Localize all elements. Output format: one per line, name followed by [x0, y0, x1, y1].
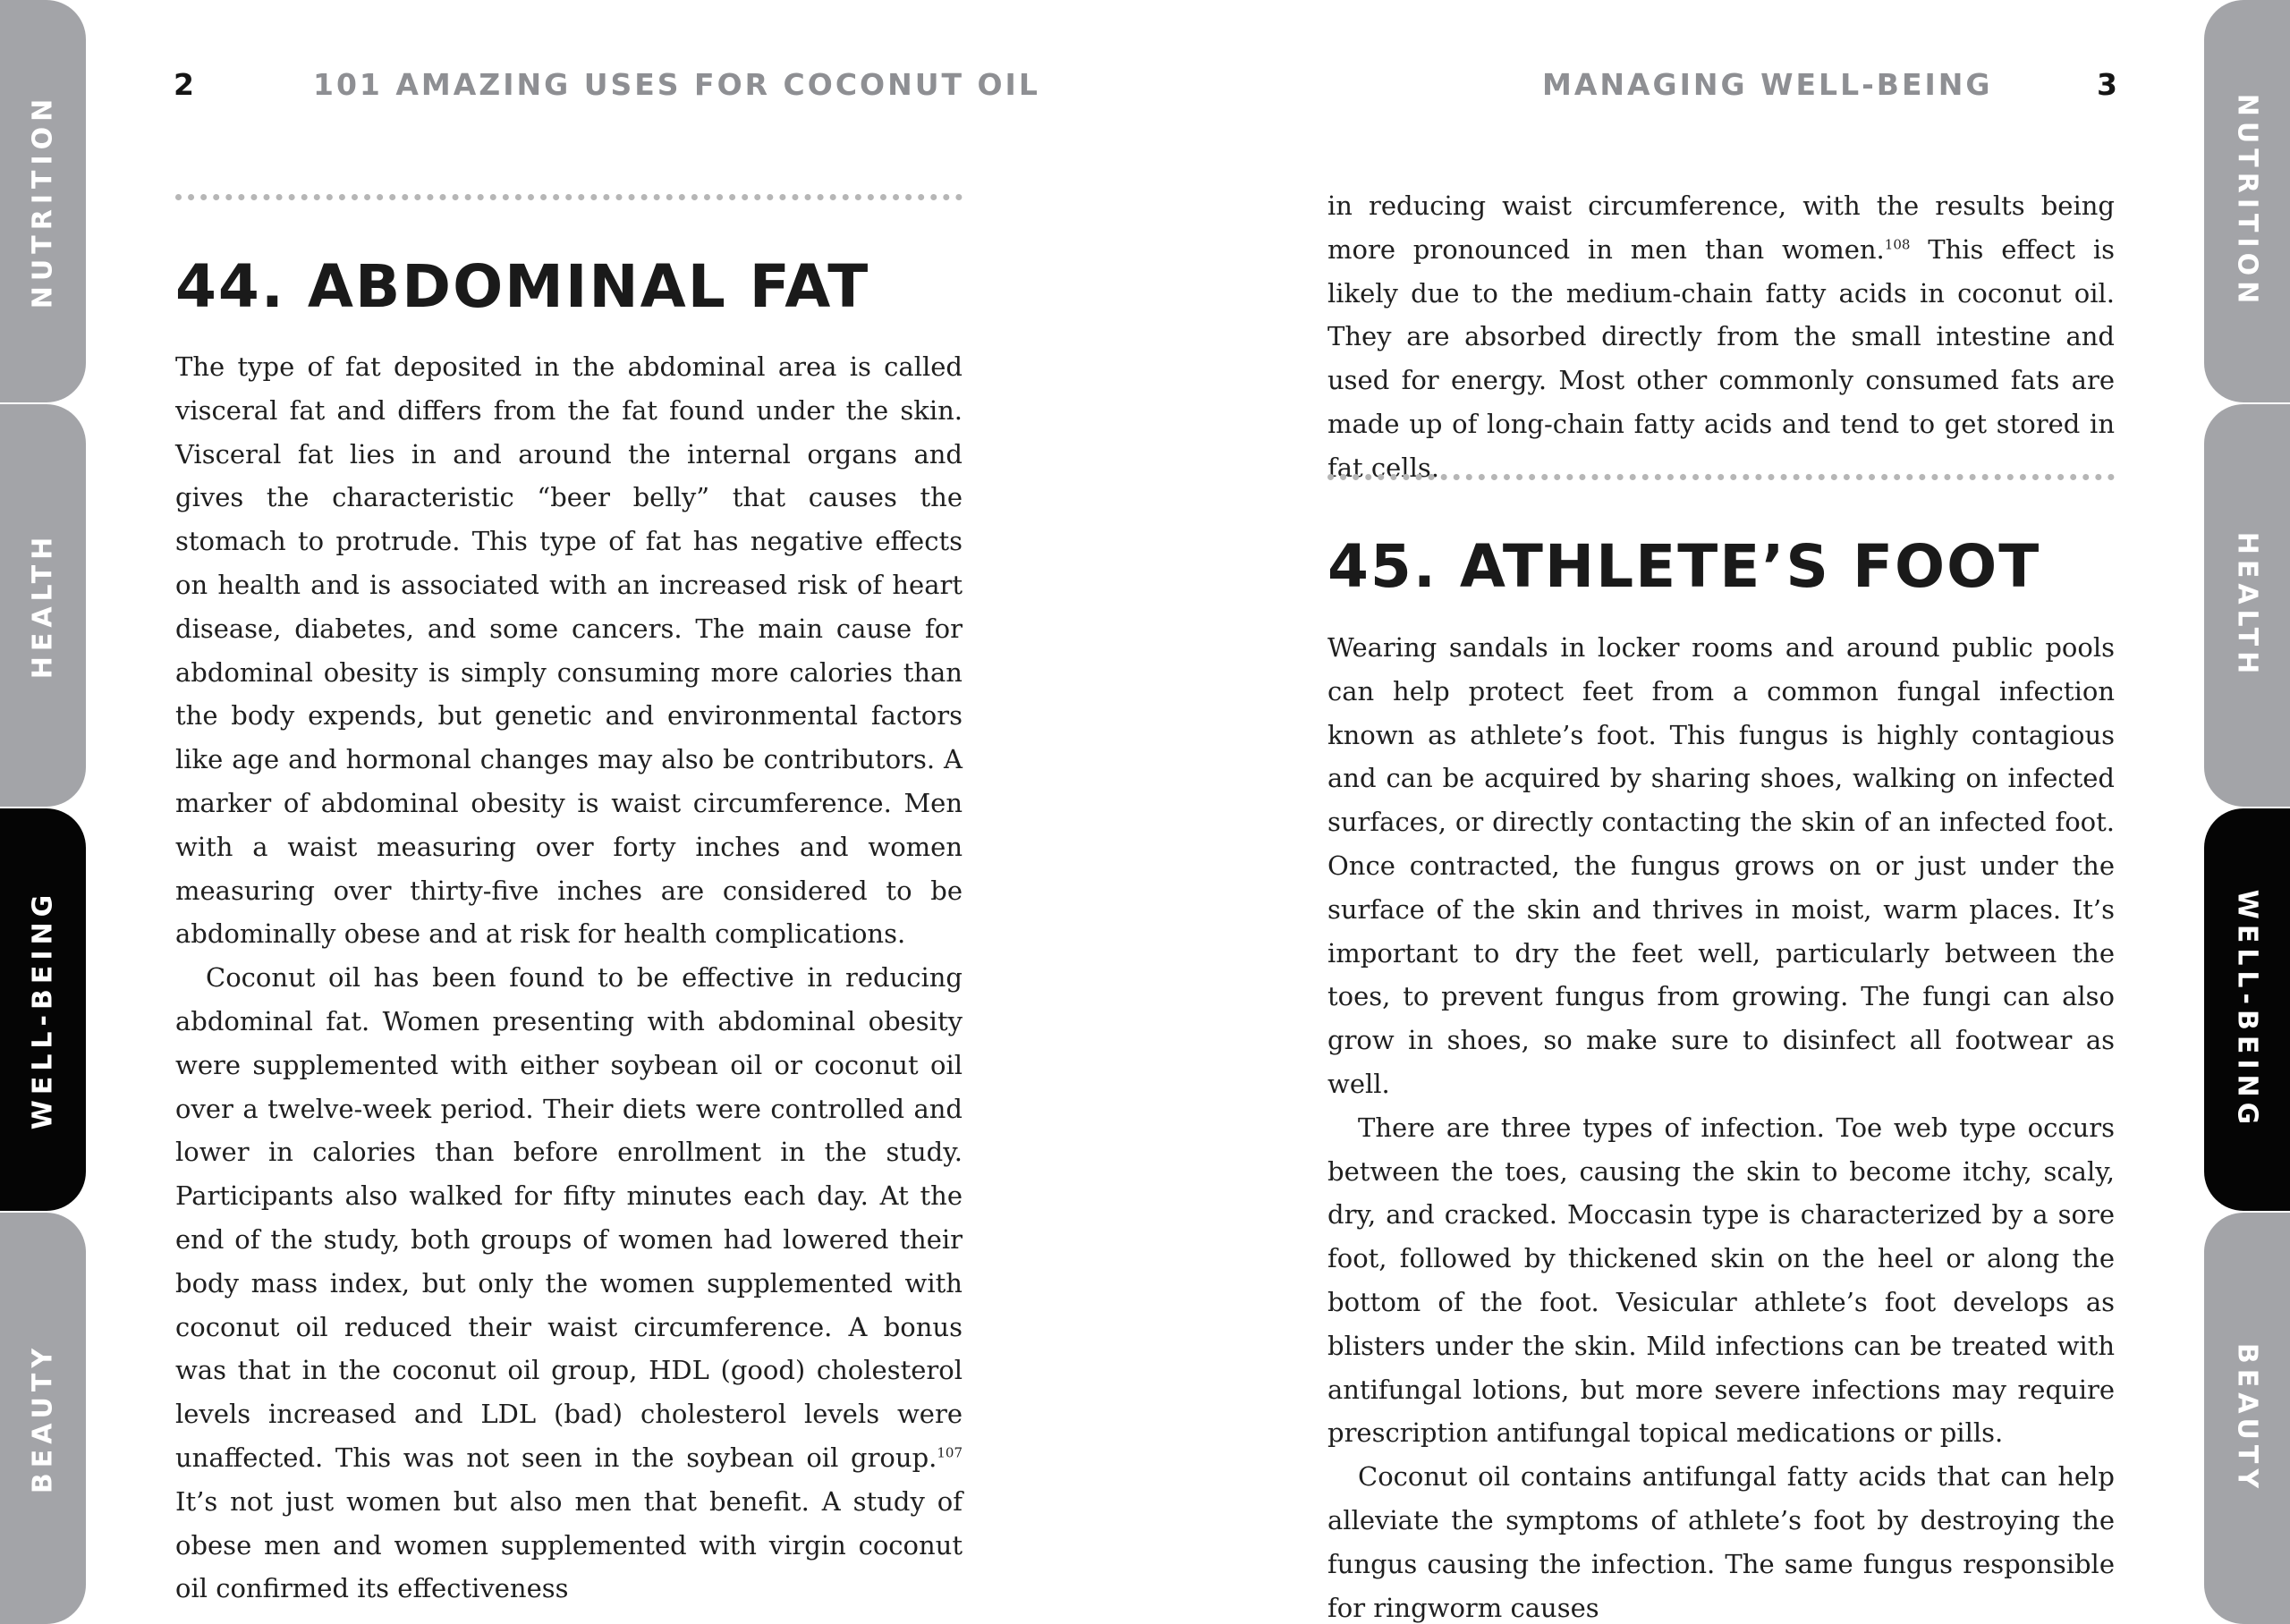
tab-nutrition-label: NUTRITION: [27, 93, 59, 309]
right-body-text: [1327, 626, 2115, 1624]
left-body-text: [175, 345, 963, 1611]
continued-text: in reducing waist circumference, with the results being more pronounced in men than women.: [1327, 190, 2115, 265]
athletes-foot-paragraph-2: There are three types of infection. Toe web type occurs between the toes, causing the skin to become itchy, scaly, dry, and cracked. Moccasin type is characterized by a sore foot, followed by thickened skin on the heel or along the bottom of the foot. Vesicular athlete’s foot develops as blisters under the skin. Mild infections can be treated with antifungal lotions, but more severe infections may require prescription antifungal topical medications or pills.: [1327, 1112, 2115, 1449]
tab-well-being-label: WELL-BEING: [27, 889, 59, 1130]
tab-beauty-label: BEAUTY: [2231, 1342, 2263, 1494]
paragraph-2-text-cont: It’s not just women but also men that benefit. A study of obese men and women supplemented with virgin coconut oil confirmed its effectiveness: [175, 1485, 963, 1604]
left-section-tabs: [0, 0, 86, 1624]
tab-well-being[interactable]: [0, 808, 86, 1211]
tab-beauty[interactable]: [0, 1213, 86, 1624]
athletes-foot-paragraph-1: Wearing sandals in locker rooms and around public pools can help protect feet from a common fungal infection known as athlete’s foot. This fungus is highly contagious and can be acquired by sharing shoes, walking on infected surfaces, or directly contacting the skin of an infected foot. Once contracted, the fungus grows on or just under the surface of the skin and thrives in moist, warm places. It’s important to dry the feet well, particularly between the toes, to prevent fungus from growing. The fungi can also grow in shoes, so make sure to disinfect all footwear as well.: [1327, 632, 2115, 1099]
tab-health-label: HEALTH: [27, 531, 59, 680]
paragraph-2-text: Coconut oil has been found to be effective in reducing abdominal fat. Women presenting with abdominal obesity were supplemented with either soybean oil or coconut oil over a twelve-week period. Their diets were controlled and lower in calories than before enrollment in the study. Participants also walked for fifty minutes each day. At the end of the study, both groups of women had lowered their body mass index, but only the women supplemented with coconut oil reduced their waist circumference. A bonus was that in the coconut oil group, HDL (good) cholesterol levels increased and LDL (bad) cholesterol levels were unaffected. This was not seen in the soybean oil group.: [175, 962, 963, 1473]
right-running-head: MANAGING WELL-BEING: [1542, 67, 1993, 102]
left-page-number: 2: [174, 67, 194, 102]
right-dotted-rule: [1327, 474, 2115, 480]
tab-nutrition[interactable]: [2204, 0, 2290, 402]
tab-well-being[interactable]: [2204, 808, 2290, 1211]
tab-nutrition[interactable]: [0, 0, 86, 402]
tab-health[interactable]: [2204, 404, 2290, 807]
tab-well-being-label: WELL-BEING: [2231, 889, 2263, 1130]
left-dotted-rule: [175, 194, 963, 200]
footnote-ref-107[interactable]: 107: [937, 1444, 963, 1461]
tab-health[interactable]: [0, 404, 86, 807]
tab-nutrition-label: NUTRITION: [2231, 93, 2263, 309]
continued-text-cont: This effect is likely due to the medium-chain fatty acids in coconut oil. They are absorbed directly from the small intestine and used for energy. Most other commonly consumed fats are made up of long-chain fatty acids and tend to get stored in fat cells.: [1327, 233, 2115, 483]
entry-title-athletes-foot: 45. ATHLETE’S FOOT: [1327, 532, 2041, 601]
right-page-number: 3: [2097, 67, 2117, 102]
abdominal-fat-paragraph-1: The type of fat deposited in the abdominal area is called visceral fat and differs from the fat found under the skin. Visceral fat lies in and around the internal organs and gives the characteristic “beer belly” that causes the stomach to protrude. This type of fat has negative effects on health and is associated with an increased risk of heart disease, diabetes, and some cancers. The main cause for abdominal obesity is simply consuming more calories than the body expends, but genetic and environmental factors like age and hormonal changes may also be contributors. A marker of abdominal obesity is waist circumference. Men with a waist measuring over forty inches and women measuring over thirty-five inches are considered to be abdominally obese and at risk for health complications.: [175, 351, 963, 950]
tab-health-label: HEALTH: [2231, 531, 2263, 680]
tab-beauty-label: BEAUTY: [27, 1342, 59, 1494]
abdominal-fat-paragraph-2: [175, 956, 963, 1611]
abdominal-fat-continued-paragraph: [1327, 184, 2115, 490]
athletes-foot-paragraph-3: Coconut oil contains antifungal fatty acids that can help alleviate the symptoms of athlete’s foot by destroying the fungus causing the infection. The same fungus responsible for ringworm causes: [1327, 1461, 2115, 1623]
tab-beauty[interactable]: [2204, 1213, 2290, 1624]
right-section-tabs: [2204, 0, 2290, 1624]
right-continued-text: [1327, 184, 2115, 490]
entry-title-abdominal-fat: 44. ABDOMINAL FAT: [175, 252, 870, 321]
left-running-head: 101 AMAZING USES FOR COCONUT OIL: [313, 67, 1040, 102]
footnote-ref-108[interactable]: 108: [1884, 236, 1911, 253]
